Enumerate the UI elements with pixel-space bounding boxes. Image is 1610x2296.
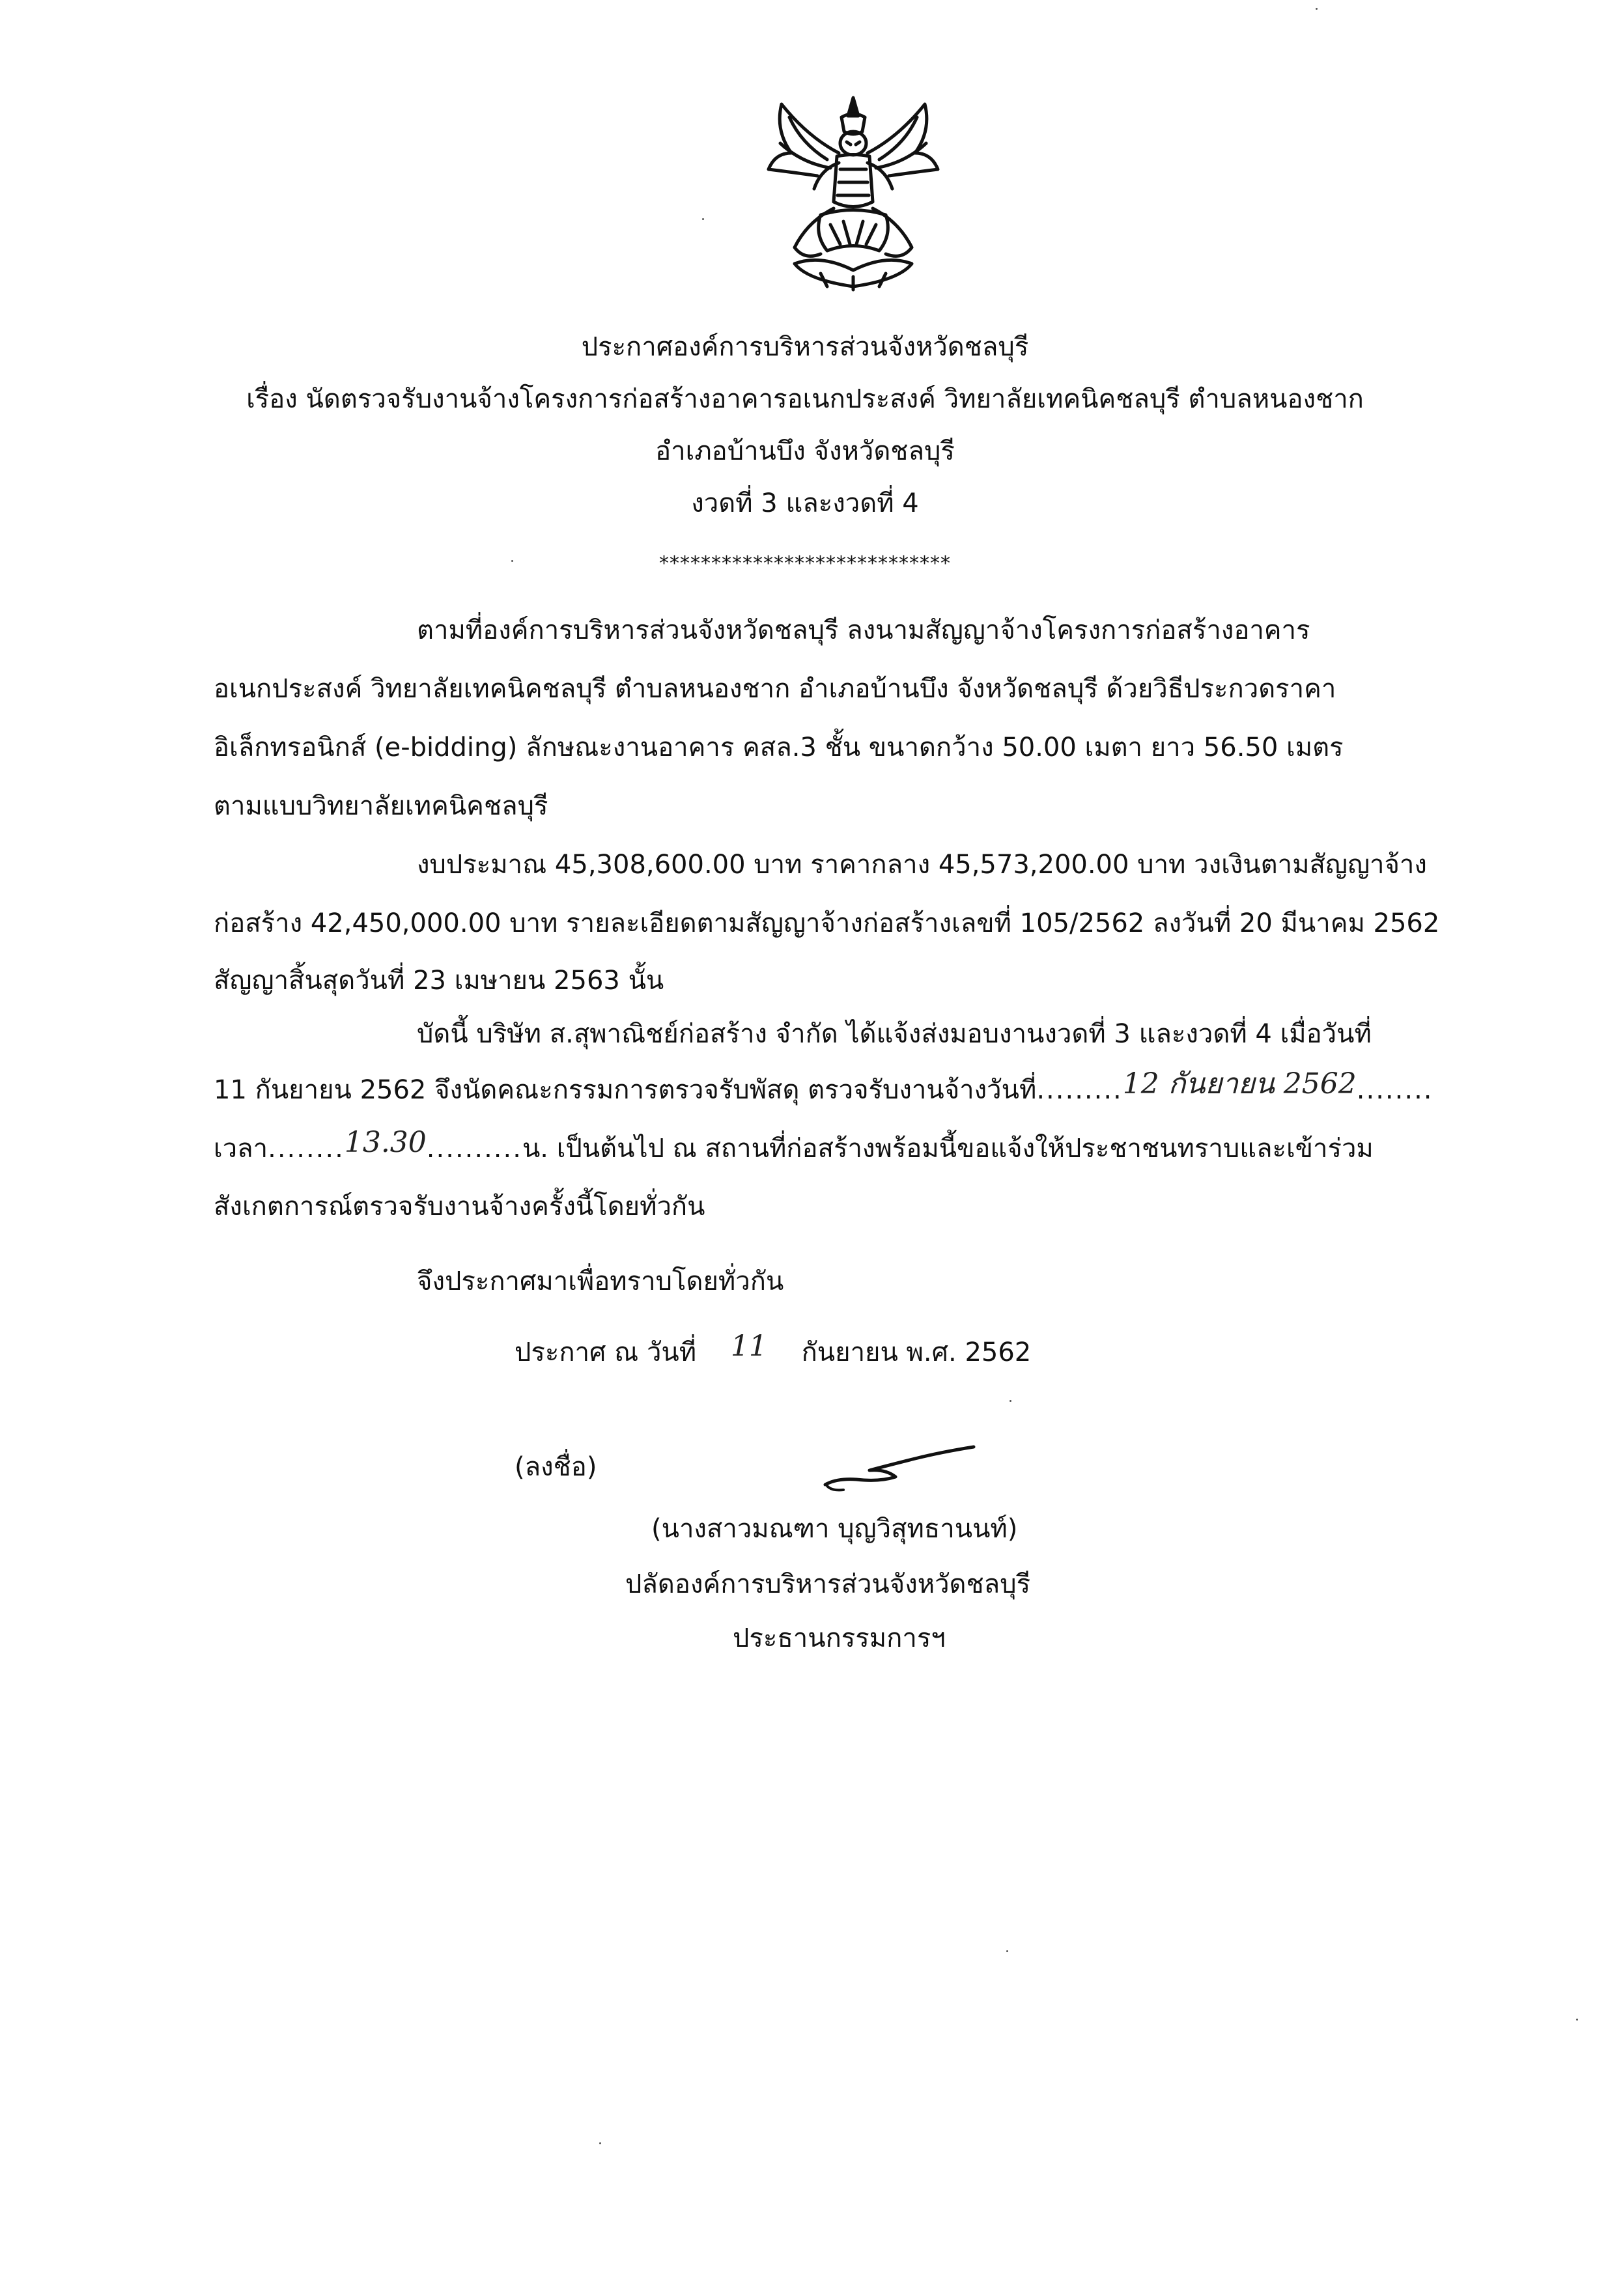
subject-line-2: อำเภอบ้านบึง จังหวัดชลบุรี: [655, 436, 955, 466]
garuda-emblem-icon: [756, 91, 951, 300]
paragraph-2-line-2: ก่อสร้าง 42,450,000.00 บาท รายละเอียดตามสัญญาจ้างก่อสร้างเลขที่ 105/2562 ลงวันที่ 20 มีนาคม 2562: [214, 908, 1440, 938]
signer-name: (นางสาวมณฑา บุญวิสุทธานนท์): [651, 1514, 1018, 1544]
fill-dots: ........: [268, 1134, 345, 1164]
paragraph-1-line-3: อิเล็กทรอนิกส์ (e-bidding) ลักษณะงานอาคาร คสล.3 ชั้น ขนาดกว้าง 50.00 เมตา ยาว 56.50 เมตร: [214, 733, 1344, 763]
scan-speck: [599, 2142, 601, 2144]
handwritten-signature: [817, 1439, 987, 1498]
handwritten-inspection-date: 12 กันยายน 2562: [1122, 1067, 1357, 1100]
time-label: เวลา: [214, 1134, 268, 1164]
announcement-date: [515, 1330, 1032, 1371]
fill-dots: ..........: [426, 1134, 522, 1164]
signer-role: ประธานกรรมการฯ: [733, 1623, 946, 1653]
date-suffix: กันยายน พ.ศ. 2562: [801, 1337, 1032, 1367]
time-suffix-text: น. เป็นต้นไป ณ สถานที่ก่อสร้างพร้อมนี้ขอแจ้งให้ประชาชนทราบและเข้าร่วม: [522, 1134, 1374, 1164]
inspection-date-label: 11 กันยายน 2562 จึงนัดคณะกรรมการตรวจรับพัสดุ ตรวจรับงานจ้างวันที่: [214, 1075, 1037, 1105]
sign-label: (ลงชื่อ): [515, 1452, 597, 1482]
paragraph-3-line-3: [214, 1126, 1374, 1167]
handwritten-time: 13.30: [344, 1126, 427, 1159]
scan-speck: [1010, 1400, 1011, 1402]
scan-speck: [1316, 8, 1318, 10]
fill-dots: ........: [1356, 1075, 1433, 1105]
subject-line-1: เรื่อง นัดตรวจรับงานจ้างโครงการก่อสร้างอาคารอเนกประสงค์ วิทยาลัยเทคนิคชลบุรี ตำบลหนองชาก: [246, 384, 1364, 414]
scan-speck: [1576, 2019, 1578, 2021]
paragraph-1-line-2: อเนกประสงค์ วิทยาลัยเทคนิคชลบุรี ตำบลหนองชาก อำเภอบ้านบึง จังหวัดชลบุรี ด้วยวิธีประกวดราคา: [214, 674, 1336, 704]
scan-speck: [702, 218, 704, 220]
paragraph-3-line-1: บัดนี้ บริษัท ส.สุพาณิชย์ก่อสร้าง จำกัด ได้แจ้งส่งมอบงานงวดที่ 3 และงวดที่ 4 เมื่อวันที่: [417, 1019, 1372, 1049]
paragraph-3-line-4: สังเกตการณ์ตรวจรับงานจ้างครั้งนี้โดยทั่วกัน: [214, 1192, 705, 1222]
signer-position: ปลัดองค์การบริหารส่วนจังหวัดชลบุรี: [625, 1569, 1031, 1599]
handwritten-day: 11: [730, 1330, 767, 1363]
scan-speck: [511, 560, 513, 562]
closing-statement: จึงประกาศมาเพื่อทราบโดยทั่วกัน: [417, 1267, 784, 1296]
paragraph-2-line-3: สัญญาสิ้นสุดวันที่ 23 เมษายน 2563 นั้น: [214, 966, 664, 996]
separator: ****************************: [659, 552, 951, 575]
subject-line-3: งวดที่ 3 และงวดที่ 4: [691, 488, 919, 518]
paragraph-3-line-2: [214, 1067, 1433, 1108]
announcement-title: ประกาศองค์การบริหารส่วนจังหวัดชลบุรี: [581, 332, 1029, 362]
paragraph-1-line-4: ตามแบบวิทยาลัยเทคนิคชลบุรี: [214, 791, 548, 821]
paragraph-2-line-1: งบประมาณ 45,308,600.00 บาท ราคากลาง 45,573,200.00 บาท วงเงินตามสัญญาจ้าง: [417, 850, 1427, 880]
date-prefix: ประกาศ ณ วันที่: [515, 1337, 697, 1367]
paragraph-1-line-1: ตามที่องค์การบริหารส่วนจังหวัดชลบุรี ลงนามสัญญาจ้างโครงการก่อสร้างอาคาร: [417, 615, 1310, 645]
scan-speck: [1006, 1950, 1008, 1952]
fill-dots: .........: [1036, 1075, 1123, 1105]
